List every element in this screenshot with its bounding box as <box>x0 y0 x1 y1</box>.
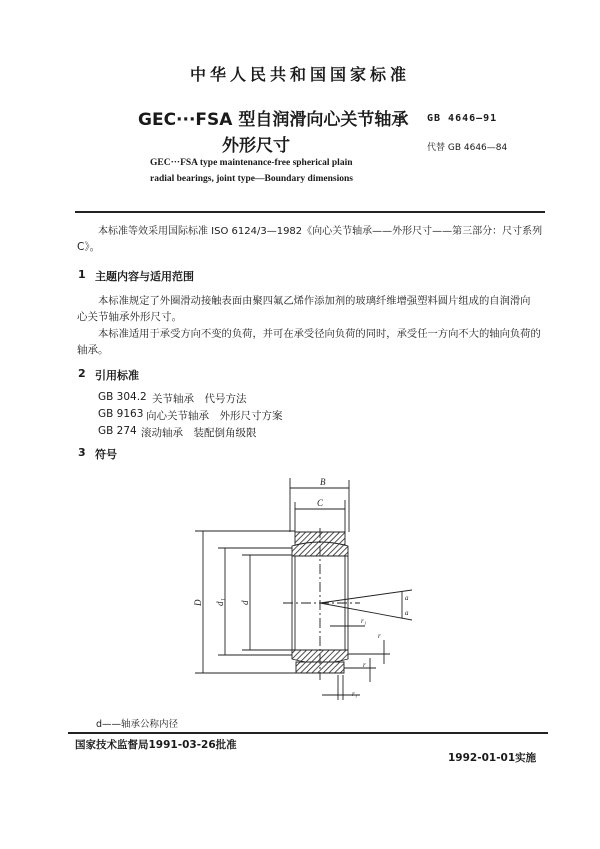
ref-title-3: 滚动轴承 装配倒角级限 <box>141 427 257 439</box>
label-B: B <box>320 477 326 487</box>
label-r: r <box>378 632 381 640</box>
section-1-para2-line1: 本标准适用于承受方向不变的负荷，并可在承受径向负荷的同时，承受任一方向不大的轴向负荷的 <box>98 328 541 340</box>
label-D: D <box>193 599 203 606</box>
section-1-para1-line2: 心关节轴承外形尺寸。 <box>77 311 182 323</box>
label-r1: r₁ <box>361 617 367 625</box>
approval-note: 国家技术监督局1991-03-26批准 <box>75 739 237 751</box>
section-1-heading: 主题内容与适用范围 <box>95 270 194 283</box>
intro-line1: 本标准等效采用国际标准 ISO 6124/3—1982《向心关节轴承——外形尺寸——第三部分：尺寸系列 <box>98 226 543 237</box>
label-d: d <box>240 600 250 605</box>
section-1-para2-line2: 轴承。 <box>77 344 109 356</box>
label-a2: a <box>405 609 409 617</box>
title-zh-line2: 外形尺寸 <box>222 136 290 156</box>
section-3-heading: 符号 <box>95 448 117 461</box>
title-en-line1: GEC···FSA type maintenance-free spherical plain <box>150 158 353 168</box>
effective-date: 1992-01-01实施 <box>448 752 537 764</box>
standard-code: GB 4646—91 <box>427 113 498 124</box>
title-en-line2: radial bearings, joint type—Boundary dimensions <box>150 174 353 184</box>
symbol-definition: d——轴承公称内径 <box>96 719 179 730</box>
ref-code-1: GB 304.2 <box>98 391 147 403</box>
title-zh-line1: GEC···FSA 型自润滑向心关节轴承 <box>138 110 409 130</box>
section-2-number: 2 <box>78 367 86 380</box>
label-r2: r <box>363 661 366 669</box>
section-1-number: 1 <box>78 268 86 281</box>
section-1-para1-line1: 本标准规定了外圈滑动接触表面由聚四氟乙烯作添加剂的玻璃纤维增强塑料圆片组成的自润滑向 <box>98 295 531 307</box>
ref-code-2: GB 9163 <box>98 408 144 420</box>
label-a1: a <box>405 594 409 602</box>
ref-title-1: 关节轴承 代号方法 <box>152 393 247 405</box>
section-2-heading: 引用标准 <box>95 369 139 382</box>
intro-line2: C》。 <box>77 241 101 253</box>
footer-rule <box>68 732 548 734</box>
ref-code-3: GB 274 <box>98 425 137 437</box>
replaces-code: 代替 GB 4646—84 <box>427 143 508 153</box>
label-C: C <box>317 498 324 508</box>
label-r1-bottom: r₁ <box>352 690 358 698</box>
section-3-number: 3 <box>78 446 86 459</box>
label-d1: d₁ <box>215 598 225 606</box>
ref-title-2: 向心关节轴承 外形尺寸方案 <box>146 410 283 422</box>
national-standard-header: 中华人民共和国国家标准 <box>189 65 410 84</box>
